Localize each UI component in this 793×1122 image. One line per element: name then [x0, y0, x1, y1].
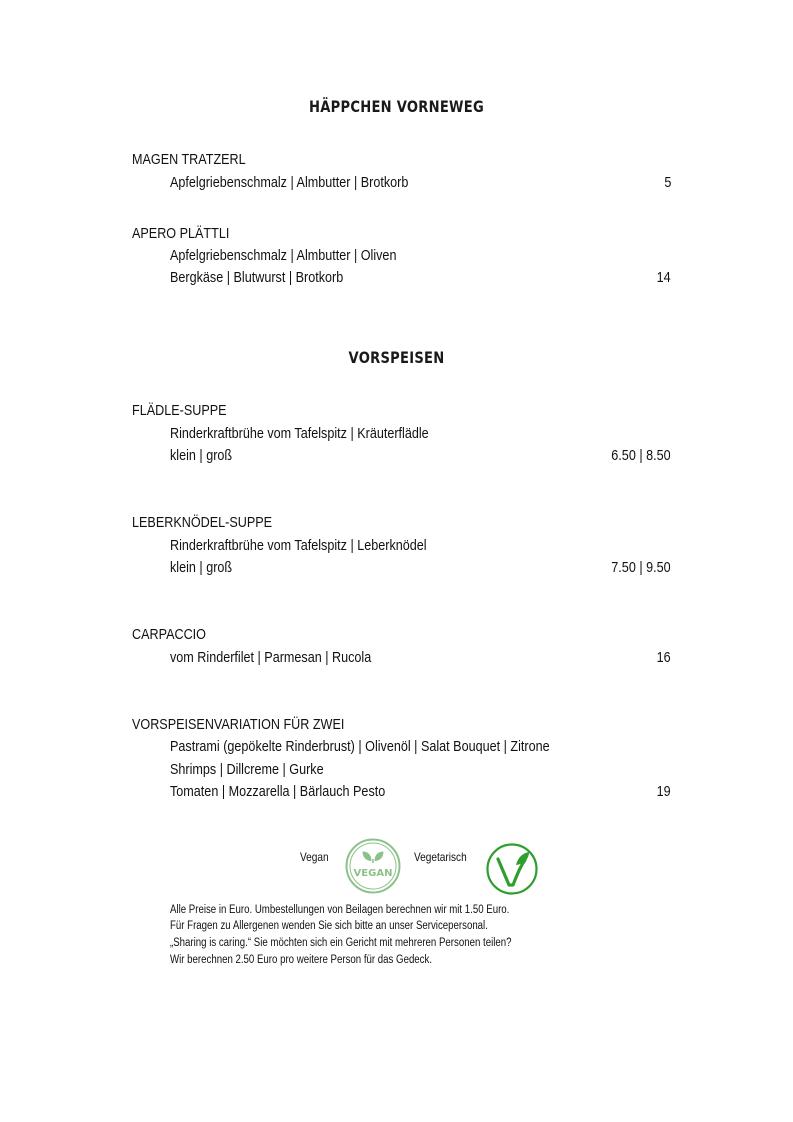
vegan-badge-icon — [344, 837, 402, 895]
item-price-apero-plaettli: 14 — [656, 269, 671, 286]
item-price-flaedle-suppe: 6.50 | 8.50 — [611, 447, 671, 464]
item-desc-vorspeisenvariation-2: Shrimps | Dillcreme | Gurke — [170, 761, 324, 778]
legend-vegetarian-label: Vegetarisch — [414, 850, 467, 864]
footnote-prices: Alle Preise in Euro. Umbestellungen von Beilagen berechnen wir mit 1.50 Euro. — [170, 904, 510, 916]
footnote-cover-charge: Wir berechnen 2.50 Euro pro weitere Person für das Gedeck. — [170, 954, 433, 966]
item-name-leberknoedel-suppe: LEBERKNÖDEL-SUPPE — [132, 514, 273, 531]
item-desc-apero-plaettli-1: Apfelgriebenschmalz | Almbutter | Oliven — [170, 247, 397, 264]
item-price-leberknoedel-suppe: 7.50 | 9.50 — [611, 559, 671, 576]
section-title-haeppchen: HÄPPCHEN VORNEWEG — [309, 97, 484, 116]
item-desc-flaedle-suppe-1: Rinderkraftbrühe vom Tafelspitz | Kräuterflädle — [170, 425, 429, 442]
item-name-carpaccio: CARPACCIO — [132, 626, 206, 643]
item-name-vorspeisenvariation: VORSPEISENVARIATION FÜR ZWEI — [132, 716, 345, 733]
item-price-vorspeisenvariation: 19 — [656, 783, 671, 800]
item-name-apero-plaettli: APERO PLÄTTLI — [132, 225, 230, 242]
item-desc-magen-tratzerl: Apfelgriebenschmalz | Almbutter | Brotkorb — [170, 174, 409, 191]
legend-vegan-label: Vegan — [300, 850, 329, 864]
item-desc-vorspeisenvariation-3: Tomaten | Mozzarella | Bärlauch Pesto — [170, 783, 386, 800]
item-desc-leberknoedel-suppe-2: klein | groß — [170, 559, 233, 576]
vegetarian-badge-icon — [485, 842, 539, 896]
item-name-flaedle-suppe: FLÄDLE-SUPPE — [132, 402, 227, 419]
footnote-allergens: Für Fragen zu Allergenen wenden Sie sich bitte an unser Servicepersonal. — [170, 920, 488, 932]
item-desc-flaedle-suppe-2: klein | groß — [170, 447, 233, 464]
vegan-badge-text: VEGAN — [353, 868, 393, 879]
item-desc-carpaccio: vom Rinderfilet | Parmesan | Rucola — [170, 649, 372, 666]
item-price-magen-tratzerl: 5 — [663, 174, 671, 191]
footnote-sharing: „Sharing is caring.“ Sie möchten sich ein Gericht mit mehreren Personen teilen? — [170, 937, 512, 949]
item-name-magen-tratzerl: MAGEN TRATZERL — [132, 151, 246, 168]
item-desc-vorspeisenvariation-1: Pastrami (gepökelte Rinderbrust) | Olivenöl | Salat Bouquet | Zitrone — [170, 738, 550, 755]
item-price-carpaccio: 16 — [656, 649, 671, 666]
item-desc-apero-plaettli-2: Bergkäse | Blutwurst | Brotkorb — [170, 269, 344, 286]
item-desc-leberknoedel-suppe-1: Rinderkraftbrühe vom Tafelspitz | Leberknödel — [170, 537, 427, 554]
section-title-vorspeisen: VORSPEISEN — [348, 348, 445, 367]
